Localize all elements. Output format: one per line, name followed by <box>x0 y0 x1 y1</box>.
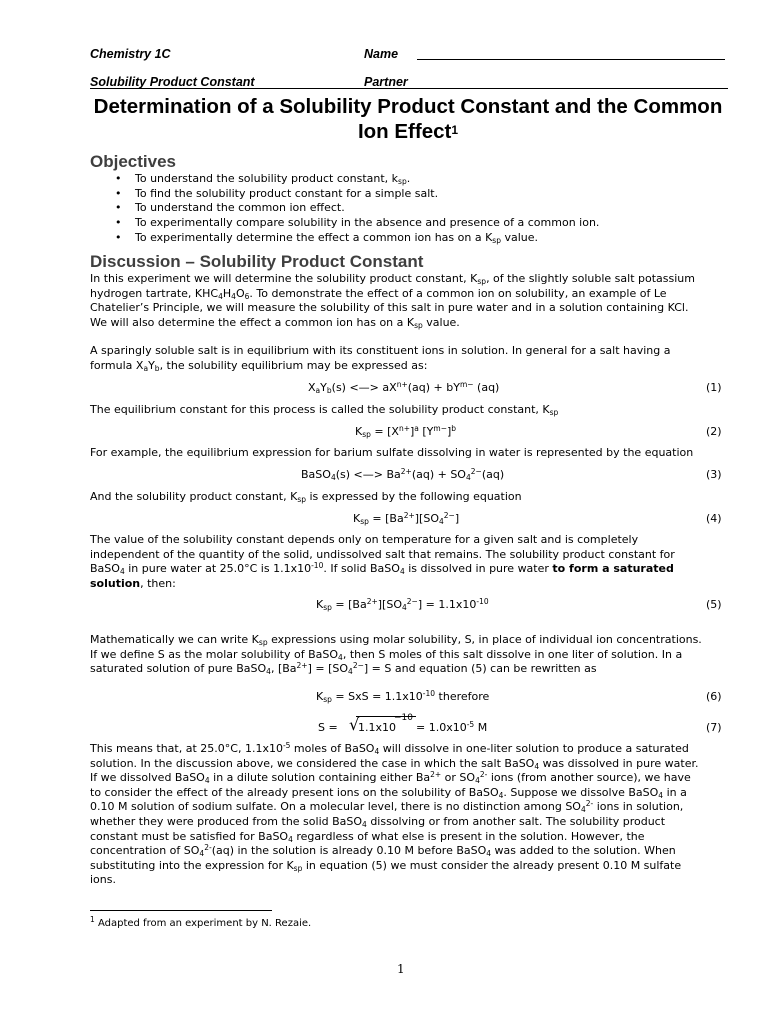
objective-item: • To understand the common ion effect. <box>115 201 345 215</box>
equation-number: (2) <box>706 425 722 438</box>
equation-6: $K_{sp}$ = SxS = $1.1x10^{-10}$ therefore <box>316 689 490 704</box>
paragraph-common-ion: This means that, at 25.0°C, $1.1x10^{-5}$ moles of BaSO$_4$ will dissolve in one-liter solution to produce a saturated solution. In the discussion above, we considered the case in which the salt BaSO$_4$ was dissolved in pure water. If we dissolved BaSO$_4$ in a dilute solution containing either $Ba^{2+}$ or $SO_4^{2-}$ ions (from another source), we have to consider the effect of the already present ions on the solubility of BaSO$_4$. Suppose we dissolve BaSO$_4$ in a 0.10 M solution of sodium sulfate. On a molecular level, there is no distinction among $SO_4^{2-}$ ions in solution, whether they were produced from the solid BaSO$_4$ dissolving or from another salt. The solubility product constant must be satisfied for BaSO$_4$ regardless of what else is present in the solution. However, the concentration of $SO_4^{2-}(aq)$ in the solution is already 0.10 M before BaSO$_4$ was added to the solution. When substituting into the expression for $K_{sp}$ in equation (5) we must consider the already present 0.10 M sulfate ions. <box>90 741 699 887</box>
paragraph-example: For example, the equilibrium expression for barium sulfate dissolving in water is represented by the equation <box>90 446 694 459</box>
topic-label: Solubility Product Constant <box>90 75 255 89</box>
bullet-icon: • <box>115 172 122 185</box>
page-number: 1 <box>397 962 405 976</box>
equation-number: (1) <box>706 381 722 394</box>
equation-number: (3) <box>706 468 722 481</box>
square-root-icon: √ <box>349 715 360 734</box>
objectives-heading: Objectives <box>90 152 176 171</box>
title-footnote-mark: 1 <box>451 123 459 137</box>
discussion-heading: Discussion – Solubility Product Constant <box>90 252 424 271</box>
bullet-icon: • <box>115 201 122 215</box>
objective-item: • To experimentally determine the effect a common ion has on a $K_{sp}$ value. <box>115 230 539 245</box>
equation-number: (6) <box>706 690 722 703</box>
bullet-icon: • <box>115 230 122 244</box>
title-line-2: Ion Effect <box>357 120 452 143</box>
equation-4: $K_{sp} = [Ba^{2+}][SO_4^{2-}]$ <box>353 511 460 526</box>
paragraph-molar-solubility: Mathematically we can write $K_{sp}$ expressions using molar solubility, S, in place of individual ion concentrations. If we define S as the molar solubility of BaSO$_4$, then S moles of this salt dissolve in one liter of solution. In a saturated solution of pure BaSO$_4$, $[Ba^{2+}] = [SO_4^{2-}] = S$ and equation (5) can be rewritten as <box>90 633 702 677</box>
footnote: $^1$ Adapted from an experiment by N. Rezaie. <box>90 915 312 929</box>
name-blank-line <box>417 59 725 60</box>
bullet-icon: • <box>115 186 122 200</box>
equation-1: $X_aY_b(s)$ <—> $aX^{n+}(aq) + bY^{m-}$ (aq) <box>308 380 500 395</box>
paragraph-ksp-expression: And the solubility product constant, $K_{sp}$ is expressed by the following equation <box>90 490 522 504</box>
equation-3: BaSO$_4$(s) <—> $Ba^{2+}(aq) + SO_4^{2-}(aq)$ <box>301 467 505 482</box>
header-divider <box>90 88 728 89</box>
objective-item: • To experimentally compare solubility in the absence and presence of a common ion. <box>115 216 600 230</box>
equation-7-radicand: 1.1x10 <box>358 721 397 734</box>
title-line-1: Determination of a Solubility Product Constant and the Common <box>93 95 723 118</box>
equation-7-rhs: = $1.0x10^{-5}$ M <box>416 720 488 734</box>
equation-number: (4) <box>706 512 722 525</box>
equation-number: (5) <box>706 598 722 611</box>
paragraph-intro: In this experiment we will determine the solubility product constant, $K_{sp}$, of the slightly soluble salt potassium hydrogen tartrate, $KHC_4H_4O_6$. To demonstrate the effect of a common ion on solubility, an example of Le Chatelier’s Principle, we will measure the solubility of this salt in pure water and in a solution containing KCl. We will also determine the effect a common ion has on a $K_{sp}$ value. <box>90 272 695 330</box>
equation-2: $K_{sp} = [X^{n+}]^a$ $[Y^{m-}]^b$ <box>355 424 457 439</box>
equation-7-lhs: S = <box>318 721 338 734</box>
document-title <box>88 94 728 144</box>
equation-7-exponent: −10 <box>394 713 413 723</box>
objective-item: • To understand the solubility product constant, $k_{sp}$. <box>115 172 411 186</box>
footnote-divider <box>90 910 272 911</box>
paragraph-constant: The equilibrium constant for this process is called the solubility product constant, $K_{sp}$ <box>90 403 559 417</box>
bullet-icon: • <box>115 216 122 230</box>
course-label: Chemistry 1C <box>90 47 171 61</box>
name-label: Name <box>364 47 399 61</box>
equation-5: $K_{sp} = [Ba^{2+}][SO_4^{2-}] = 1.1x10^{-10}$ <box>316 597 489 612</box>
paragraph-temperature: The value of the solubility constant depends only on temperature for a given salt and is completely independent of the quantity of the solid, undissolved salt that remains. The solubility product constant for BaSO$_4$ in pure water at 25.0°C is $1.1x10^{-10}$. If solid BaSO$_4$ is dissolved in pure water to form a saturated solution, then: <box>90 533 675 590</box>
partner-label: Partner <box>364 75 408 89</box>
equation-number: (7) <box>706 721 722 734</box>
paragraph-equilibrium: A sparingly soluble salt is in equilibrium with its constituent ions in solution. In general for a salt having a formula $X_aY_b$, the solubility equilibrium may be expressed as: <box>90 344 671 373</box>
objective-item: • To find the solubility product constant for a simple salt. <box>115 186 439 200</box>
objectives-list <box>90 172 599 246</box>
